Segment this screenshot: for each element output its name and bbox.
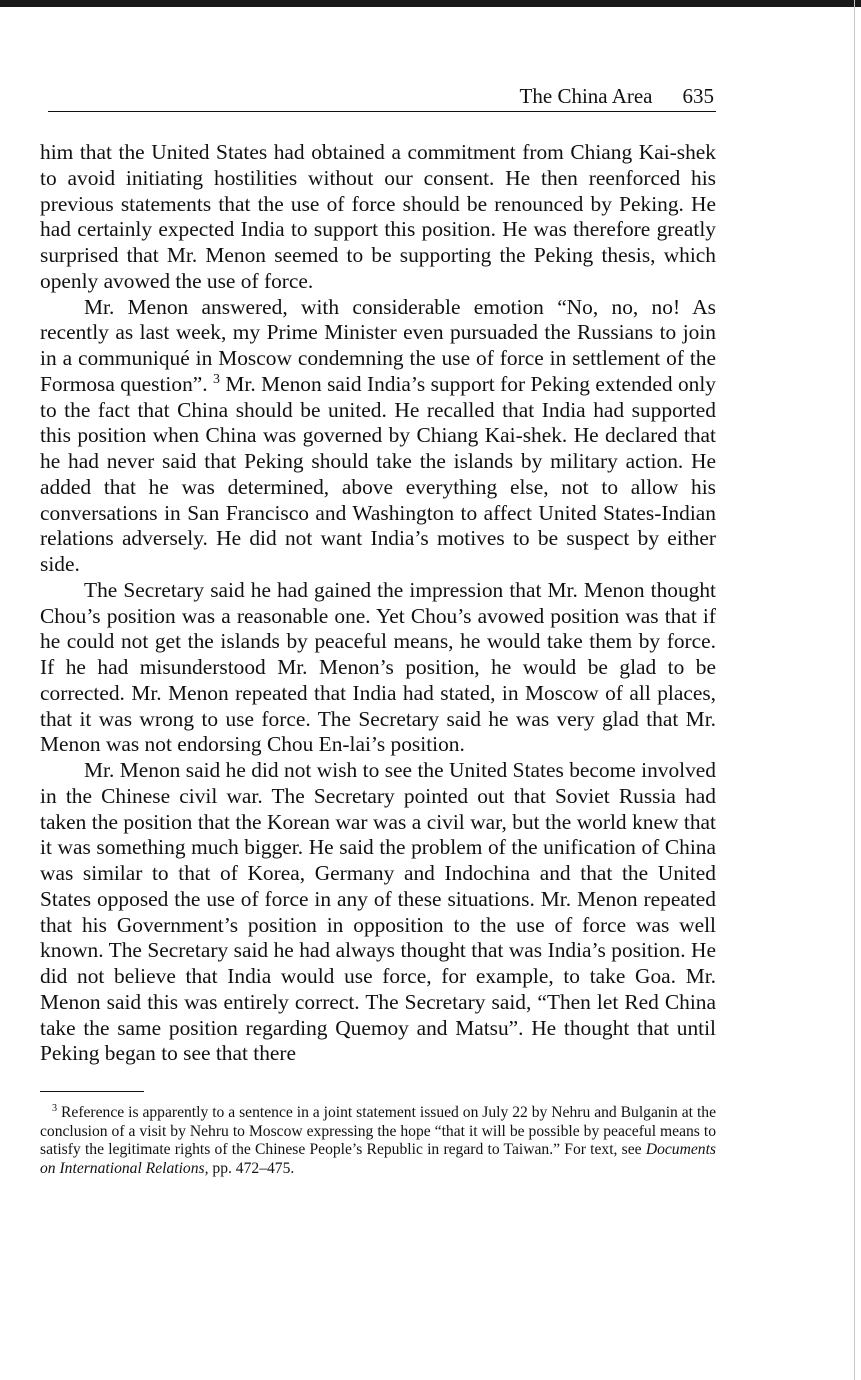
footnote-reference: 3 bbox=[213, 371, 220, 387]
running-head bbox=[40, 84, 716, 110]
footnote bbox=[40, 1104, 716, 1178]
footnote-pages: pp. 472–475. bbox=[212, 1159, 295, 1177]
page-number: 635 bbox=[682, 84, 714, 108]
scan-top-edge bbox=[0, 0, 861, 7]
paragraph-2 bbox=[40, 295, 716, 578]
footnote-text: Reference is apparently to a sentence in a joint statement issued on July 22 by Nehru and Bulganin at the conclusion of a visit by Nehru to Moscow expressing the hope “that it will be possible by peaceful means to satisfy the legitimate rights of the Chinese People’s Republic in regard to Taiwan.” For text, see bbox=[40, 1104, 716, 1158]
header-rule bbox=[48, 111, 716, 112]
paragraph-2-part-b: Mr. Menon said India’s support for Peking extended only to the fact that China should be united. He recalled that India had supported this position when China was governed by Chiang Kai-shek. He declared that he had never said that Peking should take the islands by military action. He added that he was determined, above everything else, not to allow his conversations in San Francisco and Washington to affect United States-Indian relations adversely. He did not want India’s motives to be suspect by either side. bbox=[40, 371, 716, 576]
book-page bbox=[40, 84, 716, 1178]
body-text bbox=[40, 140, 716, 1067]
paragraph-2-part-a: Mr. Menon answered, with considerable emotion “No, no, no! As recently as last week, my Prime Minister even pursuaded the Russians to join in a communiqué in Moscow condemning the use of force in settlement of the Formosa question”. bbox=[40, 294, 716, 396]
footnote-mark: 3 bbox=[52, 1102, 58, 1114]
scan-right-edge bbox=[854, 0, 855, 1380]
paragraph-4: Mr. Menon said he did not wish to see the United States become involved in the Chinese civil war. The Secretary pointed out that Soviet Russia had taken the position that the Korean war was a civil war, but the world knew that it was something much bigger. He said the problem of the unification of China was similar to that of Korea, Germany and Indochina and that the United States opposed the use of force in any of these situations. Mr. Menon repeated that his Government’s position in opposition to the use of force was well known. The Secretary said he had always thought that was India’s position. He did not believe that India would use force, for example, to take Goa. Mr. Menon said this was entirely correct. The Secretary said, “Then let Red China take the same position regarding Quemoy and Matsu”. He thought that until Peking began to see that there bbox=[40, 758, 716, 1066]
paragraph-3: The Secretary said he had gained the impression that Mr. Menon thought Chou’s position was a reasonable one. Yet Chou’s avowed position was that if he could not get the islands by peaceful means, he would take them by force. If he had misunderstood Mr. Menon’s position, he would be glad to be corrected. Mr. Menon repeated that India had stated, in Moscow of all places, that it was wrong to use force. The Secretary said he was very glad that Mr. Menon was not endorsing Chou En-lai’s position. bbox=[40, 577, 716, 757]
footnote-rule bbox=[40, 1091, 144, 1092]
footnote-source-title: Documents on International Relations, bbox=[40, 1141, 716, 1177]
running-title: The China Area bbox=[519, 84, 653, 108]
paragraph-1: him that the United States had obtained a commitment from Chiang Kai-shek to avoid initiating hostilities without our consent. He then reenforced his previous statements that the use of force should be renounced by Peking. He had certainly expected India to support this position. He was therefore greatly surprised that Mr. Menon seemed to be supporting the Peking thesis, which openly avowed the use of force. bbox=[40, 140, 716, 293]
